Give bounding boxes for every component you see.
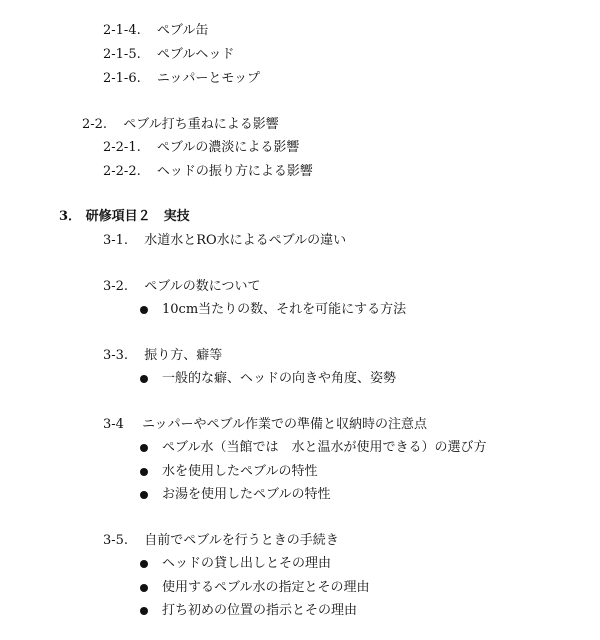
bullet-dot (140, 560, 148, 568)
outline-item-3-4 (103, 416, 427, 434)
bullet-item (162, 555, 331, 573)
item-number: 3-1. (103, 233, 129, 248)
bullet-text: ペブル水（当館では 水と温水が使用できる）の選び方 (162, 440, 487, 455)
outline-item-2-2 (82, 116, 279, 134)
item-text: ペブル打ち重ねによる影響 (123, 117, 279, 132)
bullet-text: 打ち初めの位置の指示とその理由 (162, 603, 358, 618)
item-text: ペブルの濃淡による影響 (156, 140, 300, 155)
bullet-dot (140, 444, 148, 452)
bullet-text: 一般的な癖、ヘッドの向きや角度、姿勢 (162, 371, 397, 386)
item-number: 3-4 (103, 417, 124, 432)
outline-item-2-2-1 (103, 139, 299, 157)
outline-item-3-3 (103, 347, 222, 365)
item-number: 3-3. (103, 348, 129, 363)
outline-item-3-2 (103, 278, 260, 296)
section-heading (59, 208, 190, 226)
item-number: 2-1-5. (103, 47, 141, 62)
bullet-dot (140, 607, 148, 615)
outline-item-2-1-5 (103, 46, 234, 64)
item-number: 2-2-1. (103, 140, 141, 155)
item-number: 2-1-4. (103, 23, 141, 38)
item-text: 振り方、癖等 (144, 348, 223, 363)
item-text: ニッパーやペブル作業での準備と収納時の注意点 (142, 417, 428, 432)
item-text: ニッパーとモップ (156, 71, 260, 86)
bullet-dot (140, 306, 148, 314)
bullet-item (162, 370, 396, 388)
outline-item-3-5 (103, 532, 339, 550)
bullet-dot (140, 584, 148, 592)
item-number: 2-2. (82, 117, 108, 132)
item-text: 自前でペブルを行うときの手続き (144, 533, 339, 548)
item-text: ペブルヘッド (156, 47, 235, 62)
bullet-text: 水を使用したペブルの特性 (162, 464, 318, 479)
outline-item-2-1-6 (103, 70, 260, 88)
item-number: 2-1-6. (103, 71, 141, 86)
bullet-item (162, 579, 369, 597)
bullet-item (162, 439, 486, 457)
item-text: 水道水とRO水によるペブルの違い (144, 233, 347, 248)
bullet-dot (140, 491, 148, 499)
bullet-item (162, 486, 330, 504)
item-number: 3-5. (103, 533, 129, 548)
bullet-text: 10cm当たりの数、それを可能にする方法 (162, 302, 407, 317)
bullet-text: 使用するペブル水の指定とその理由 (162, 580, 370, 595)
item-number: 2-2-2. (103, 164, 141, 179)
bullet-item (162, 602, 357, 620)
bullet-item (162, 463, 317, 481)
item-number: 3-2. (103, 279, 129, 294)
bullet-text: お湯を使用したペブルの特性 (162, 487, 331, 502)
bullet-item (162, 301, 406, 319)
item-text: ヘッドの振り方による影響 (156, 164, 313, 179)
bullet-dot (140, 375, 148, 383)
item-text: ペブル缶 (156, 23, 209, 38)
item-text: ペブルの数について (144, 279, 261, 294)
section-number: 3． (59, 209, 82, 224)
bullet-text: ヘッドの貸し出しとその理由 (162, 556, 332, 571)
outline-item-2-2-2 (103, 163, 313, 181)
bullet-dot (140, 468, 148, 476)
outline-item-3-1 (103, 232, 346, 250)
section-title: 研修項目２ 実技 (85, 209, 190, 224)
outline-item-2-1-4 (103, 22, 208, 40)
